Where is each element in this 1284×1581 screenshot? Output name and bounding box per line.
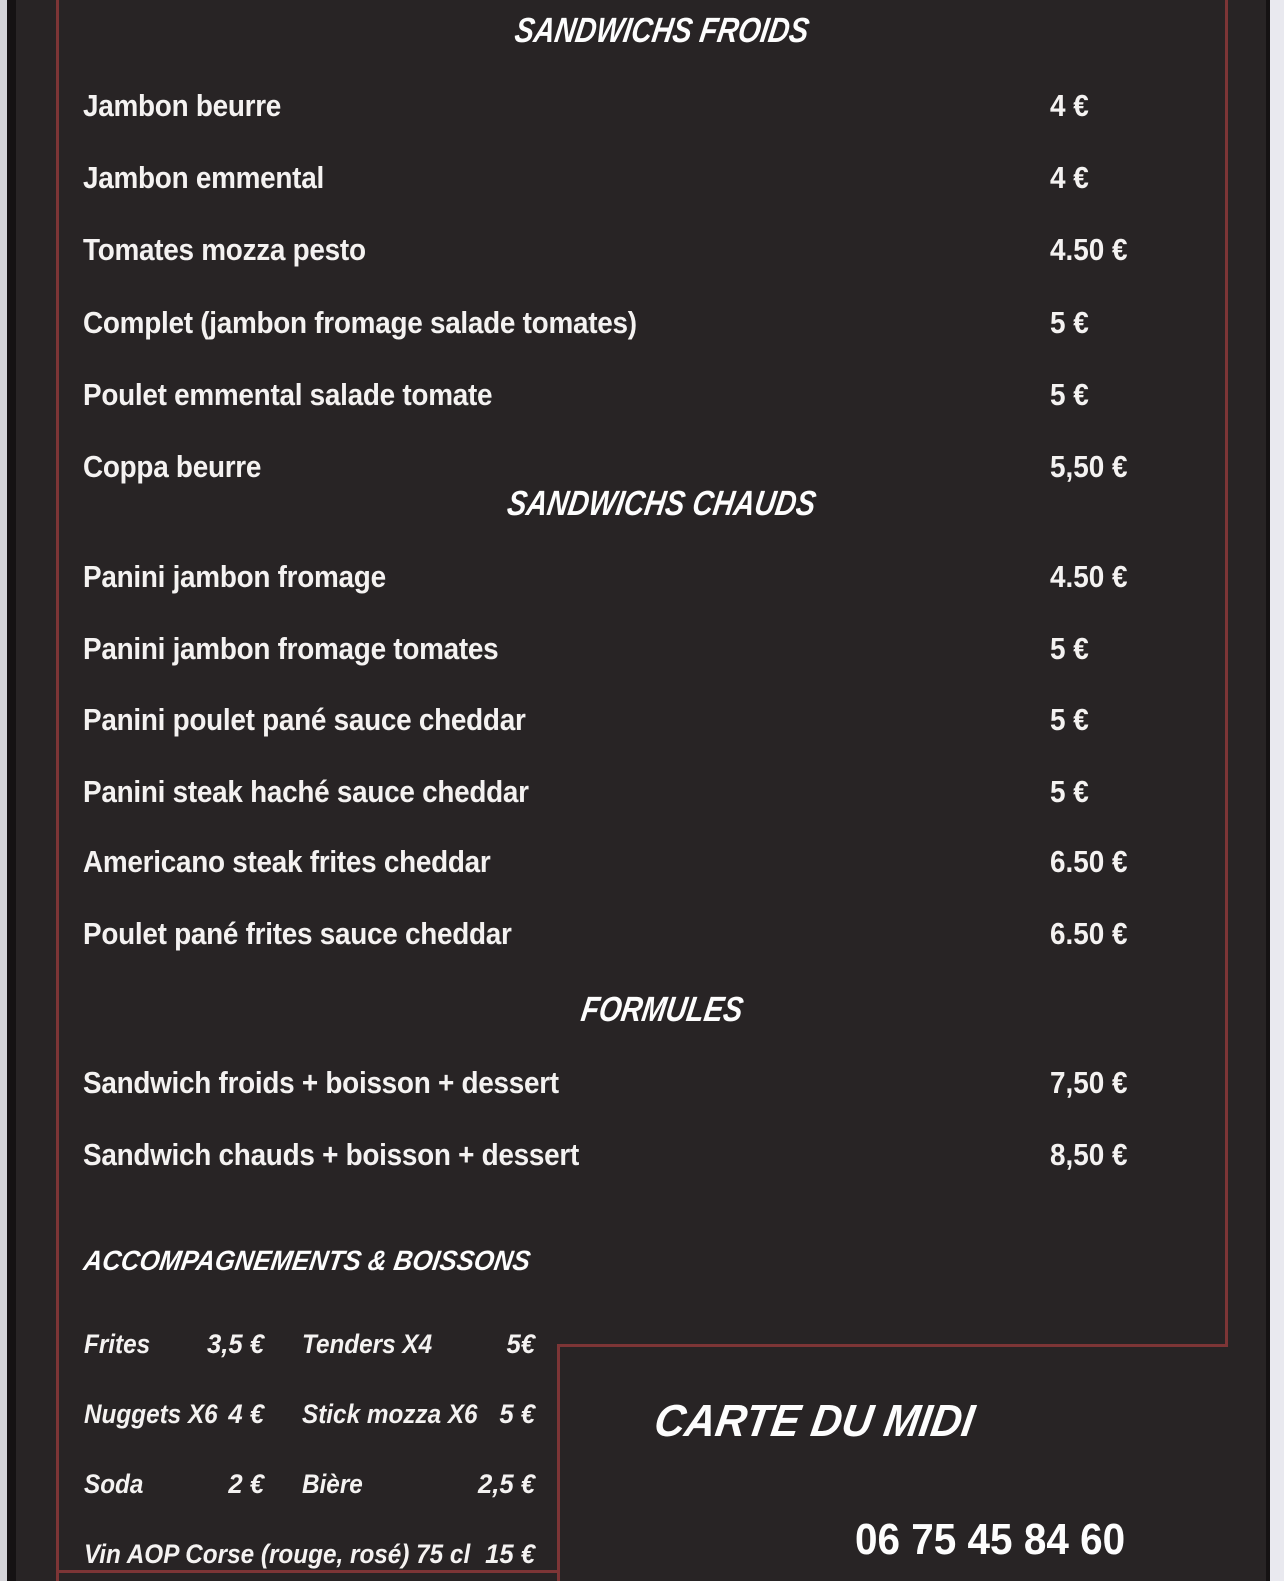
menu-item-price: 8,50 € bbox=[1050, 1137, 1128, 1172]
menu-item-label: Complet (jambon fromage salade tomates) bbox=[83, 305, 637, 340]
side-item-label: Frites bbox=[84, 1329, 151, 1359]
menu-item-price: 5 € bbox=[1050, 774, 1089, 809]
menu-item-row bbox=[0, 845, 1284, 879]
menu-item-label: Panini jambon fromage tomates bbox=[83, 631, 499, 666]
side-item-label: Nuggets X6 bbox=[84, 1399, 218, 1429]
menu-item-price: 5,50 € bbox=[1050, 449, 1128, 484]
menu-item-row bbox=[0, 233, 1284, 267]
side-item-label: Stick mozza X6 bbox=[302, 1399, 478, 1429]
side-item-label: Vin AOP Corse (rouge, rosé) 75 cl bbox=[84, 1539, 471, 1569]
phone-number: 06 75 45 84 60 bbox=[855, 1515, 1126, 1564]
card-title-text: CARTE DU MIDI bbox=[651, 1395, 978, 1446]
menu-item-label: Tomates mozza pesto bbox=[83, 232, 366, 267]
menu-item-price: 6.50 € bbox=[1050, 844, 1128, 879]
menu-item-row bbox=[0, 632, 1284, 666]
menu-item-label: Jambon emmental bbox=[83, 160, 324, 195]
menu-item-row bbox=[0, 560, 1284, 594]
side-item-price: 3,5 € bbox=[206, 1329, 264, 1359]
section-title-text: FORMULES bbox=[578, 990, 746, 1029]
menu-item-label: Sandwich chauds + boisson + dessert bbox=[83, 1137, 580, 1172]
section-title-formules bbox=[40, 991, 1284, 1029]
menu-item-price: 5 € bbox=[1050, 702, 1089, 737]
side-item-label: Soda bbox=[84, 1469, 144, 1499]
side-item-price: 15 € bbox=[485, 1539, 535, 1569]
menu-item-price: 4.50 € bbox=[1050, 559, 1128, 594]
menu-item-label: Panini steak haché sauce cheddar bbox=[83, 774, 529, 809]
menu-item-price: 5 € bbox=[1050, 377, 1089, 412]
menu-item-row bbox=[0, 161, 1284, 195]
side-item-label: Bière bbox=[302, 1469, 363, 1499]
menu-item-label: Americano steak frites cheddar bbox=[83, 844, 491, 879]
section-title-text: SANDWICHS CHAUDS bbox=[505, 484, 820, 523]
menu-item-row bbox=[0, 703, 1284, 737]
menu-item-price: 5 € bbox=[1050, 631, 1089, 666]
side-item-price: 5 € bbox=[499, 1399, 535, 1429]
section-title-sandwichs-froids bbox=[40, 12, 1284, 50]
section-title-text: SANDWICHS FROIDS bbox=[512, 11, 812, 50]
side-item-label: Tenders X4 bbox=[302, 1329, 433, 1359]
sides-box-bottom-line bbox=[56, 1570, 560, 1573]
menu-item-row bbox=[0, 775, 1284, 809]
menu-item-price: 4 € bbox=[1050, 88, 1089, 123]
menu-item-label: Poulet emmental salade tomate bbox=[83, 377, 493, 412]
menu-item-price: 5 € bbox=[1050, 305, 1089, 340]
menu-item-row bbox=[0, 89, 1284, 123]
sides-row bbox=[0, 1399, 1284, 1429]
card-title bbox=[651, 1395, 994, 1446]
side-item-price: 2 € bbox=[228, 1469, 264, 1499]
menu-item-row bbox=[0, 450, 1284, 484]
menu-item-label: Sandwich froids + boisson + dessert bbox=[83, 1065, 559, 1100]
side-item-price: 5€ bbox=[506, 1329, 535, 1359]
section-title-sandwichs-chauds bbox=[40, 485, 1284, 523]
menu-item-row bbox=[0, 1066, 1284, 1100]
side-item-price: 2,5 € bbox=[477, 1469, 535, 1499]
menu-item-row bbox=[0, 378, 1284, 412]
menu-item-price: 6.50 € bbox=[1050, 916, 1128, 951]
sides-row bbox=[0, 1469, 1284, 1499]
menu-item-row bbox=[0, 917, 1284, 951]
side-item-price: 4 € bbox=[228, 1399, 264, 1429]
menu-item-label: Jambon beurre bbox=[83, 88, 282, 123]
menu-item-label: Coppa beurre bbox=[83, 449, 262, 484]
menu-item-price: 4 € bbox=[1050, 160, 1089, 195]
sides-section-title bbox=[81, 1245, 569, 1276]
menu-item-price: 4.50 € bbox=[1050, 232, 1128, 267]
sides-section-title-text: ACCOMPAGNEMENTS & BOISSONS bbox=[81, 1245, 533, 1276]
menu-item-label: Panini jambon fromage bbox=[83, 559, 386, 594]
menu-item-row bbox=[0, 306, 1284, 340]
menu-item-price: 7,50 € bbox=[1050, 1065, 1128, 1100]
menu-item-label: Poulet pané frites sauce cheddar bbox=[83, 916, 512, 951]
sides-row bbox=[0, 1329, 1284, 1359]
menu-item-label: Panini poulet pané sauce cheddar bbox=[83, 702, 526, 737]
menu-item-row bbox=[0, 1138, 1284, 1172]
